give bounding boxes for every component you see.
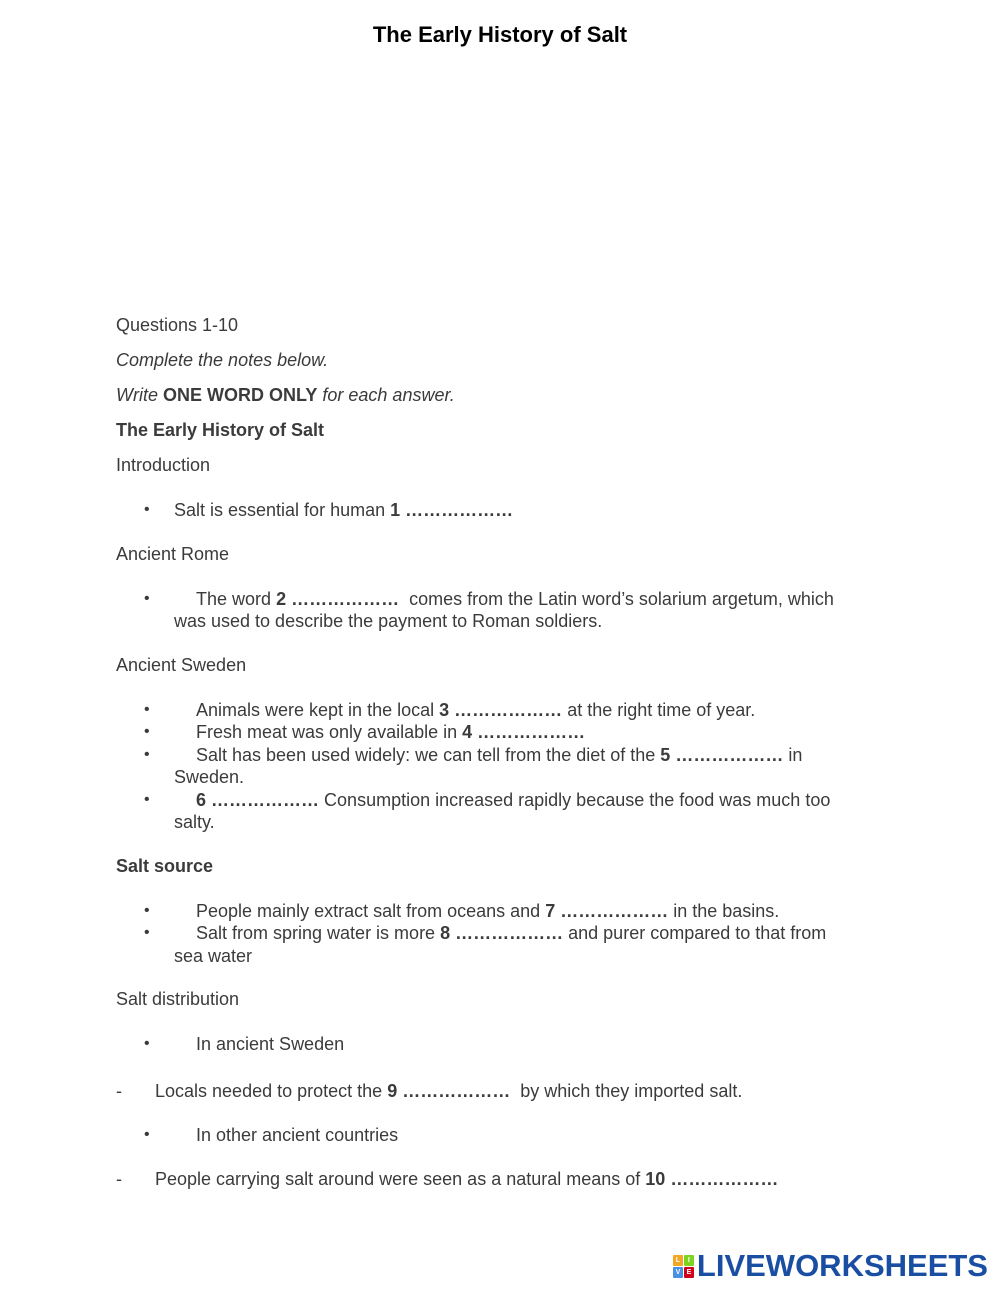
answer-blank-4[interactable]: ……………… xyxy=(477,722,586,742)
question-number: 7 xyxy=(545,900,556,921)
logo-block: V xyxy=(673,1267,683,1278)
section-heading-ancient-rome: Ancient Rome xyxy=(116,543,230,564)
list-item: • Salt has been used widely: we can tell from the diet of the 5 ……………… in Sweden. xyxy=(116,744,906,789)
instruction-for-each: for each answer. xyxy=(322,385,455,405)
source-list xyxy=(116,900,906,968)
answer-blank-5[interactable]: ……………… xyxy=(675,744,784,765)
notes-heading: The Early History of Salt xyxy=(116,420,325,440)
list-item: • The word 2 ……………… comes from the Latin word’s solarium argetum, which was used to describe the payment to Roman soldiers. xyxy=(116,588,906,633)
answer-blank-8[interactable]: ……………… xyxy=(455,923,564,943)
answer-blank-3[interactable]: ……………… xyxy=(454,699,563,720)
list-item: • 6 ……………… Consumption increased rapidly because the food was much too salty. xyxy=(116,789,906,834)
list-item: • In ancient Sweden xyxy=(116,1033,906,1056)
logo-block: I xyxy=(684,1255,694,1266)
section-heading-ancient-sweden: Ancient Sweden xyxy=(116,654,247,675)
sweden-list xyxy=(116,699,906,834)
dash-item: - People carrying salt around were seen as a natural means of 10 ……………… xyxy=(116,1169,779,1189)
liveworksheets-logo xyxy=(673,1250,988,1282)
answer-blank-9[interactable]: ……………… xyxy=(402,1080,511,1101)
questions-range: Questions 1-10 xyxy=(116,315,239,335)
rome-list xyxy=(116,588,906,633)
question-number: 6 xyxy=(196,789,207,810)
list-item: • Animals were kept in the local 3 ……………… at the right time of year. xyxy=(116,699,906,722)
list-item: • Salt is essential for human 1 ……………… xyxy=(116,499,906,522)
answer-blank-1[interactable]: ……………… xyxy=(405,500,514,520)
question-number: 9 xyxy=(387,1080,398,1101)
question-number: 3 xyxy=(439,699,450,720)
question-number: 5 xyxy=(660,744,671,765)
logo-blocks-icon xyxy=(673,1255,694,1278)
distribution-list-sweden xyxy=(116,1033,906,1056)
question-number: 10 xyxy=(645,1169,666,1189)
instruction-write: Write xyxy=(116,385,158,405)
question-number: 1 xyxy=(390,500,401,520)
answer-blank-7[interactable]: ……………… xyxy=(560,900,669,921)
question-number: 4 xyxy=(462,722,473,742)
section-heading-salt-source: Salt source xyxy=(116,855,214,876)
section-heading-salt-distribution: Salt distribution xyxy=(116,989,240,1009)
logo-text: LIVEWORKSHEETS xyxy=(696,1248,988,1283)
instruction-word-limit-emphasis: ONE WORD ONLY xyxy=(163,385,318,405)
instruction-complete: Complete the notes below. xyxy=(116,350,329,370)
dash-item: - Locals needed to protect the 9 ……………… by which they imported salt. xyxy=(116,1080,743,1101)
introduction-list xyxy=(116,499,906,522)
worksheet-content xyxy=(116,312,906,1192)
logo-block: E xyxy=(684,1267,694,1278)
distribution-list-other xyxy=(116,1124,906,1147)
answer-blank-10[interactable]: ……………… xyxy=(670,1169,779,1189)
list-item: • Salt from spring water is more 8 ……………… and purer compared to that from sea water xyxy=(116,922,906,967)
instruction-word-limit xyxy=(116,382,906,408)
answer-blank-6[interactable]: ……………… xyxy=(211,789,320,810)
answer-blank-2[interactable]: ……………… xyxy=(291,588,400,609)
logo-block: L xyxy=(673,1255,683,1266)
section-heading-introduction: Introduction xyxy=(116,455,211,475)
question-number: 2 xyxy=(276,588,287,609)
page-title: The Early History of Salt xyxy=(372,22,628,47)
question-number: 8 xyxy=(440,923,451,943)
list-item: • People mainly extract salt from oceans and 7 ……………… in the basins. xyxy=(116,900,906,923)
list-item: • Fresh meat was only available in 4 ……………… xyxy=(116,721,906,744)
list-item: • In other ancient countries xyxy=(116,1124,906,1147)
